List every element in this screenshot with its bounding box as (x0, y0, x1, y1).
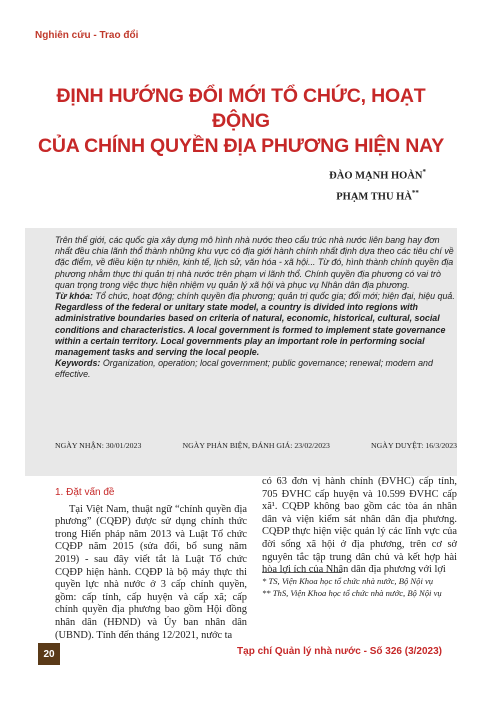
author-1: ĐÀO MẠNH HOÀN* (329, 168, 426, 182)
keywords-vietnamese: Từ khóa: Tổ chức, hoạt động; chính quyền địa phương; quản trị quốc gia; đổi mới; hiện đại, hiệu quả. (55, 291, 455, 302)
author-1-mark: * (422, 168, 426, 176)
footnote-2: ** ThS, Viện Khoa học tổ chức nhà nước, Bộ Nội vụ (262, 588, 442, 598)
body-paragraph-right: có 63 đơn vị hành chính (ĐVHC) cấp tỉnh, 705 ĐVHC cấp huyện và 10.599 ĐVHC cấp xã¹. CQĐP không bao gồm các tòa án nhân dân và viện kiểm sát nhân dân địa phương. CQĐP thực hiện việc quản lý các lĩnh vực của đời sống xã hội ở địa phương, trên cơ sở nguyên tắc tập trung dân chủ và kết hợp hài hòa lợi ích của Nhân dân địa phương với lợi (262, 476, 457, 576)
article-title (30, 84, 452, 159)
abstract (55, 235, 457, 381)
title-line-2: CỦA CHÍNH QUYỀN ĐỊA PHƯƠNG HIỆN NAY (37, 135, 445, 157)
footnotes (262, 576, 462, 600)
title-line-1: ĐỊNH HƯỚNG ĐỔI MỚI TỔ CHỨC, HOẠT ĐỘNG (56, 85, 426, 132)
abstract-vietnamese: Trên thế giới, các quốc gia xây dựng mô hình nhà nước theo cấu trúc nhà nước liên bang hay đơn nhất đều chia lãnh thổ thành những khu vực có địa giới hành chính nhất định dựa theo các tiêu chí về đặc điểm, về điều kiện tự nhiên, kinh tế, lịch sử, văn hóa - xã hội... Từ đó, hình thành chính quyền địa phương nhằm thực thi quản trị nhà nước trên phạm vi lãnh thổ. Chính quyền địa phương có vai trò quan trọng trong việc thực hiện nhiệm vụ quản lý xã hội và phục vụ Nhân dân địa phương. (55, 235, 454, 290)
page-number: 20 (38, 643, 60, 665)
body-column-right (262, 476, 457, 577)
author-2-mark: ** (411, 188, 419, 197)
footnote-1: * TS, Viện Khoa học tổ chức nhà nước, Bộ Nội vụ (262, 576, 434, 586)
body-paragraph-left: Tại Việt Nam, thuật ngữ “chính quyền địa phương” (CQĐP) được sử dụng chính thức trong Hiến pháp năm 2013 và Luật Tổ chức CQĐP năm 2015 (sửa đổi, bổ sung năm 2019) - sau đây viết tắt là Luật Tổ chức CQĐP hiện hành. CQĐP là bộ máy thực thi quyền lực nhà nước ở 3 cấp chính quyền, gồm: cấp tỉnh, cấp huyện và cấp xã; cấp chính quyền địa phương bao gồm Hội đồng nhân dân (HĐND) và Ủy ban nhân dân (UBND). Tính đến tháng 12/2021, nước ta (55, 503, 247, 641)
authors (329, 164, 426, 205)
keywords-english: Keywords: Organization, operation; local government; public governance; renewal; modern and effective. (55, 358, 433, 380)
date-reviewed: NGÀY PHẢN BIỆN, ĐÁNH GIÁ: 23/02/2023 (182, 441, 330, 450)
date-received: NGÀY NHẬN: 30/01/2023 (55, 441, 142, 450)
body-column-left (55, 487, 247, 642)
date-approved: NGÀY DUYỆT: 16/3/2023 (371, 441, 457, 450)
abstract-english: Regardless of the federal or unitary state model, a country is divided into regions with administrative boundaries based on criteria of natural, economic, historical, cultural, social conditions and characteristics. A local government is formed to implement state governance within a certain territory. Local governments play an important role in performing social management tasks and serving the local people. (55, 302, 446, 358)
section-heading: 1. Đặt vấn đề (55, 487, 115, 498)
journal-footer: Tạp chí Quản lý nhà nước - Số 326 (3/2023) (237, 646, 442, 657)
footnote-divider (262, 572, 342, 573)
author-2: PHẠM THU HÀ** (336, 188, 419, 202)
section-tag: Nghiên cứu - Trao đổi (35, 30, 139, 41)
article-dates (55, 441, 457, 450)
